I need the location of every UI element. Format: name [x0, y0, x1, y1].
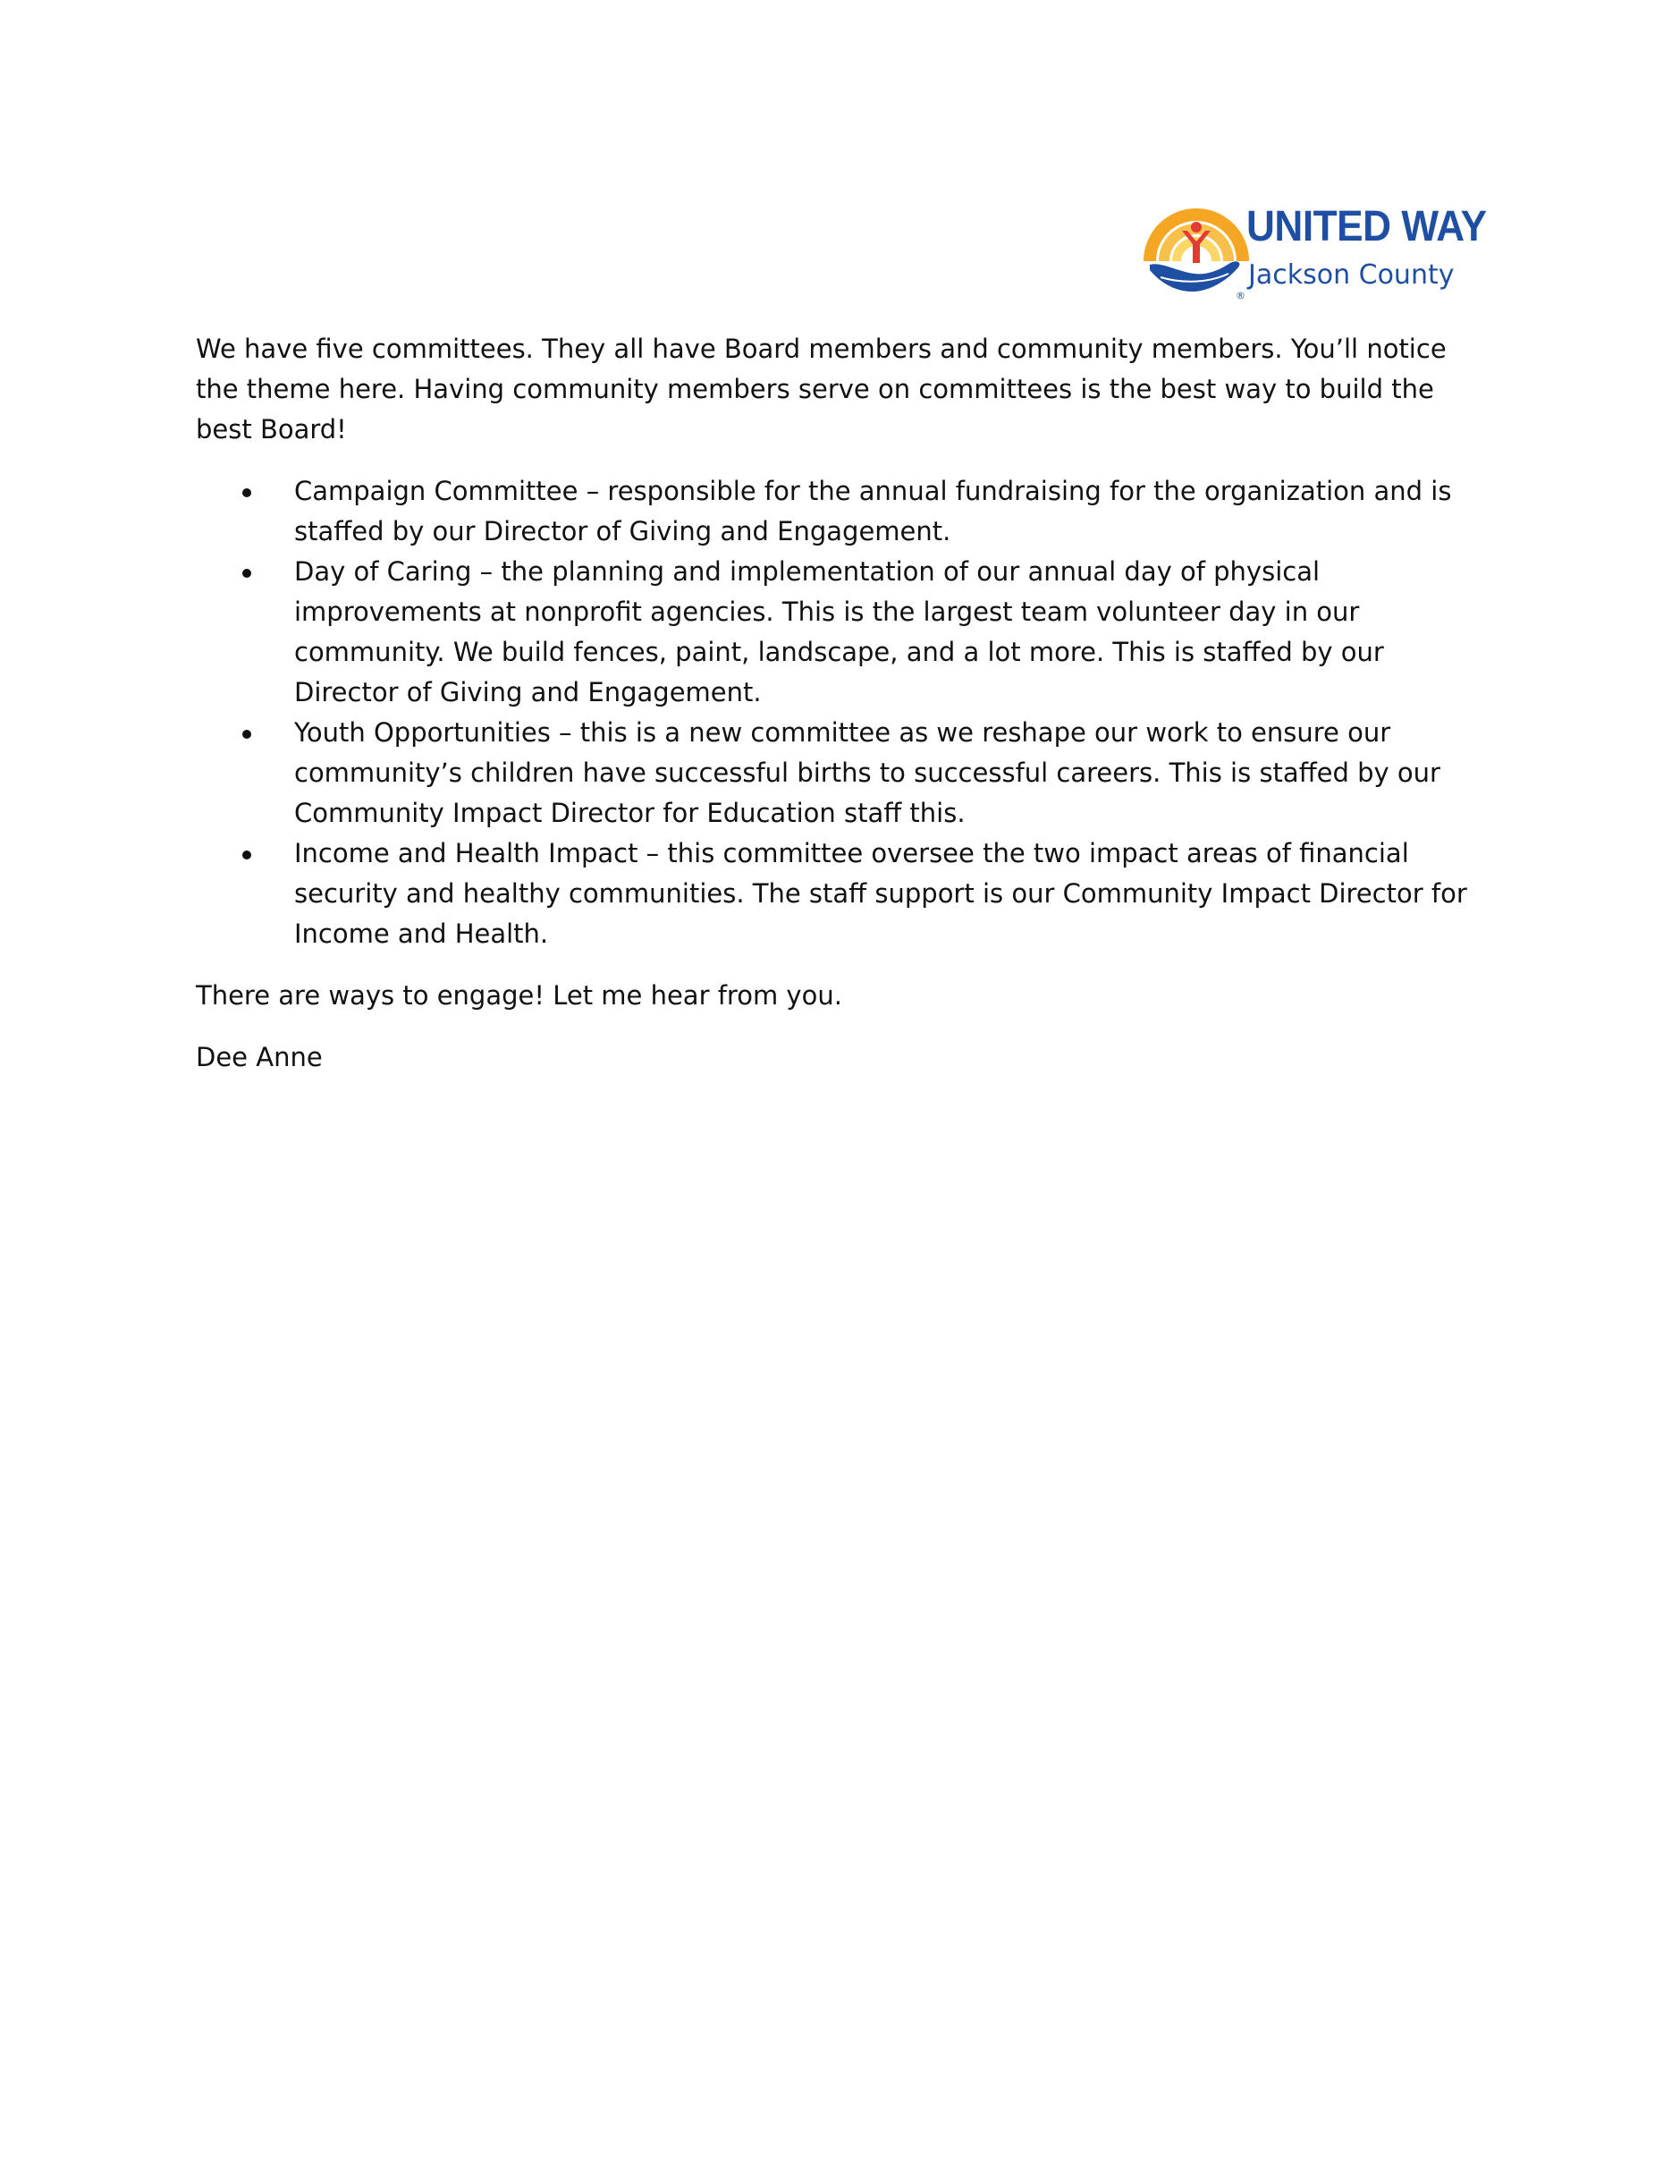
- logo-title: UNITED WAY: [1246, 203, 1487, 250]
- list-item: [196, 552, 1483, 713]
- list-item: [196, 713, 1483, 834]
- bullet-icon: [242, 488, 251, 497]
- bullet-icon: [242, 851, 251, 859]
- bullet-icon: [242, 569, 251, 578]
- closing-paragraph: There are ways to engage! Let me hear from you.: [196, 980, 842, 1011]
- committee-list: [196, 471, 1483, 954]
- list-item-text: Youth Opportunities – this is a new committee as we reshape our work to ensure our community’s children have successful births to successful careers. This is staffed by our Community Impact Director for Education staff this.: [294, 717, 1440, 828]
- letter-body: [196, 329, 1483, 1099]
- signature: Dee Anne: [196, 1042, 323, 1072]
- registered-mark: ®: [1236, 290, 1245, 301]
- logo-subtitle: Jackson County: [1248, 259, 1455, 291]
- united-way-logo: [1143, 199, 1487, 306]
- list-item-text: Day of Caring – the planning and implementation of our annual day of physical improvements at nonprofit agencies. This is the largest team volunteer day in our community. We build fences, paint, landscape, and a lot more. This is staffed by our Director of Giving and Engagement.: [294, 556, 1384, 707]
- list-item: [196, 471, 1483, 552]
- bullet-icon: [242, 730, 251, 739]
- list-item-text: Campaign Committee – responsible for the annual fundraising for the organization and is staffed by our Director of Giving and Engagement.: [294, 476, 1452, 546]
- list-item-text: Income and Health Impact – this committee oversee the two impact areas of financial security and healthy communities. The staff support is our Community Impact Director for Income and Health.: [294, 838, 1467, 949]
- list-item: [196, 834, 1483, 954]
- intro-paragraph: We have five committees. They all have Board members and community members. You’ll notice the theme here. Having community members serve on committees is the best way to build the best Board!: [196, 334, 1447, 444]
- united-way-hand-rainbow-logo-icon: [1143, 199, 1250, 306]
